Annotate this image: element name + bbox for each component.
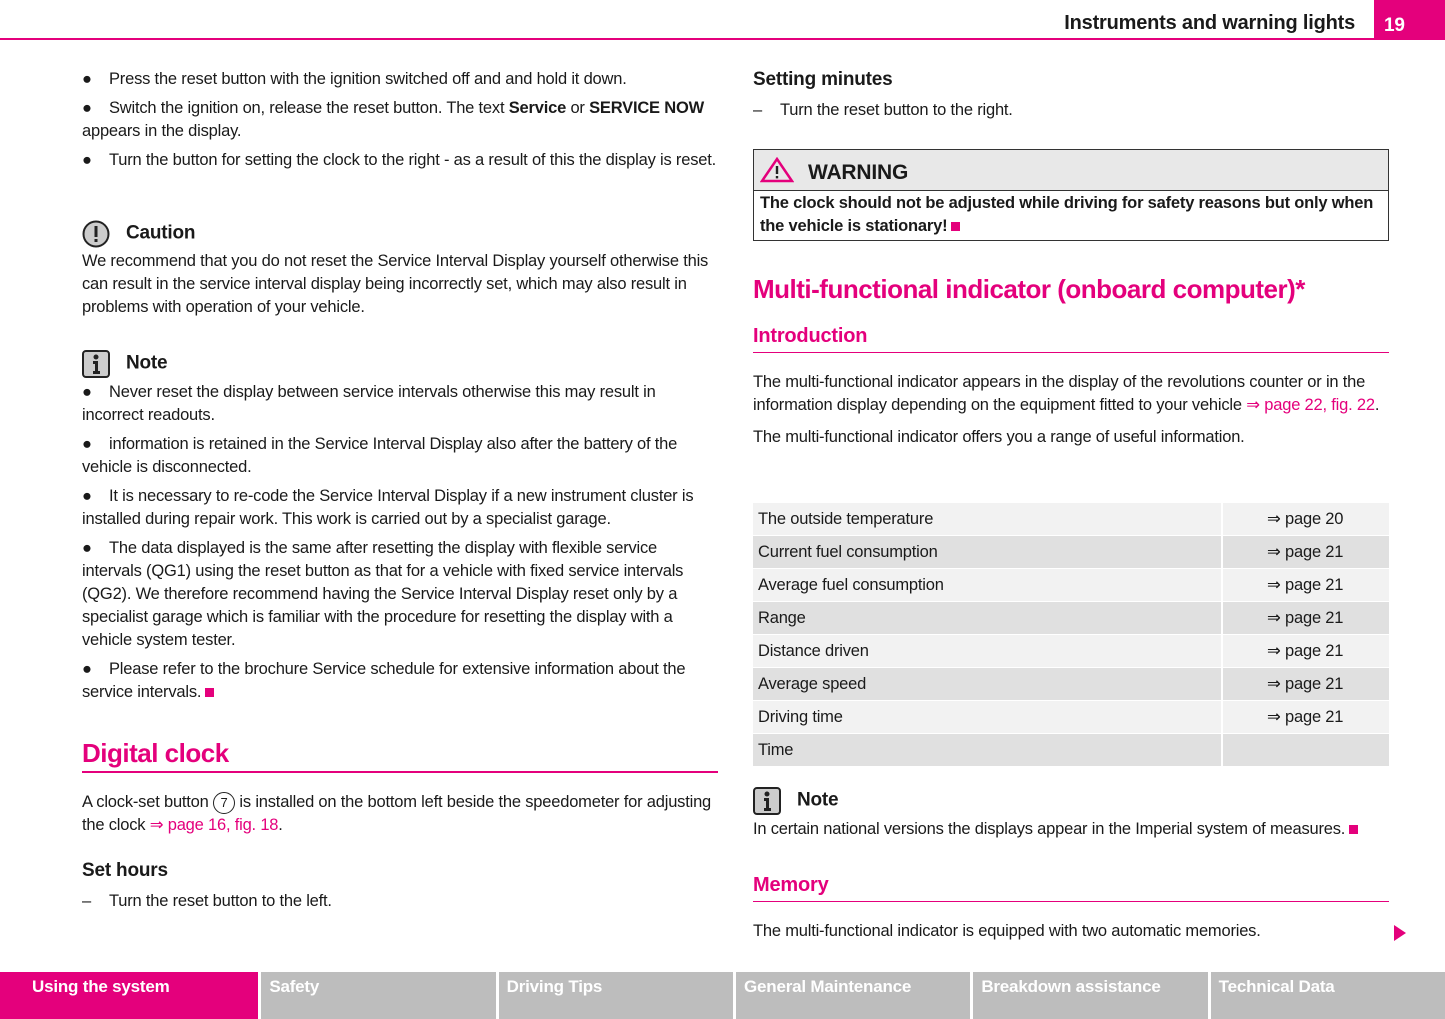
- bullet-text: information is retained in the Service Interval Display also after the battery of the vehicle is disconnected.: [82, 435, 678, 476]
- chapter-title: Instruments and warning lights: [1064, 12, 1355, 34]
- caution-title: Caution: [126, 222, 196, 244]
- display-text-service: Service: [508, 99, 567, 117]
- table-cell-item: Time: [753, 734, 1221, 767]
- left-column: [82, 68, 718, 178]
- list-item: ● It is necessary to re-code the Service Interval Display if a new instrument cluster is installed during repair work. This work is carried out by a specialist garage.: [82, 487, 694, 528]
- subsection-title: Set hours: [82, 860, 168, 881]
- bullet-text: Switch the ignition on, release the reset button. The text: [109, 99, 509, 117]
- info-icon: [82, 350, 110, 378]
- note-text: In certain national versions the displays appear in the Imperial system of measures.: [753, 820, 1346, 838]
- bullet-text: Press the reset button with the ignition switched off and and hold it down.: [109, 70, 627, 88]
- introduction-title: Introduction: [753, 325, 1389, 353]
- step: – Turn the reset button to the left.: [82, 892, 332, 910]
- tab-driving-tips[interactable]: Driving Tips: [499, 972, 733, 1019]
- paragraph: [753, 371, 1389, 417]
- caution-icon: [82, 220, 110, 248]
- step-text: Turn the reset button to the left.: [109, 892, 332, 910]
- table-cell-page-ref[interactable]: ⇒ page 20: [1221, 503, 1389, 536]
- list-item: ● Press the reset button with the ignition switched off and and hold it down.: [82, 70, 627, 88]
- setting-minutes: [753, 68, 1389, 122]
- callout-7: 7: [213, 792, 235, 814]
- table-cell-item: The outside temperature: [753, 503, 1221, 536]
- table-row: [753, 668, 1389, 701]
- paragraph: The multi-functional indicator offers you a range of useful information.: [753, 428, 1245, 446]
- list-item: ● information is retained in the Service Interval Display also after the battery of the vehicle is disconnected.: [82, 435, 678, 476]
- table-cell-item: Driving time: [753, 701, 1221, 734]
- list-item: ● The data displayed is the same after resetting the display with flexible service intervals (QG1) using the reset button as that for a vehicle with fixed service intervals (QG2). We therefore recommend having the Service Interval Display reset only by a specialist garage which is familiar with the procedure for resetting the display with a vehicle system tester.: [82, 539, 684, 649]
- note-title: Note: [126, 352, 168, 374]
- table-row: [753, 701, 1389, 734]
- list-item: ● Turn the button for setting the clock to the right - as a result of this the display is reset.: [82, 151, 716, 169]
- table-cell-page-ref[interactable]: ⇒ page 21: [1221, 536, 1389, 569]
- subsection-title: Setting minutes: [753, 69, 893, 90]
- paragraph: [82, 791, 718, 837]
- section-title: Multi-functional indicator (onboard computer)*: [753, 274, 1305, 304]
- table-cell-item: Current fuel consumption: [753, 536, 1221, 569]
- table-cell-page-ref[interactable]: [1221, 734, 1389, 767]
- table-cell-page-ref[interactable]: ⇒ page 21: [1221, 602, 1389, 635]
- footer-nav: [0, 972, 1445, 1019]
- warning-text: The clock should not be adjusted while driving for safety reasons but only when the vehicle is stationary!: [760, 194, 1374, 235]
- caution-text: We recommend that you do not reset the Service Interval Display yourself otherwise this can result in the service interval display being incorrectly set, which may also result in problems with operation of your vehicle.: [82, 252, 709, 316]
- table-row: [753, 503, 1389, 536]
- display-text-service-now: SERVICE NOW: [589, 99, 704, 117]
- table-row: [753, 536, 1389, 569]
- bullet-text: Never reset the display between service intervals otherwise this may result in incorrect readouts.: [82, 383, 656, 424]
- table-cell-page-ref[interactable]: ⇒ page 21: [1221, 635, 1389, 668]
- memory-title: Memory: [753, 874, 1389, 902]
- bullet-text: It is necessary to re-code the Service Interval Display if a new instrument cluster is installed during repair work. This work is carried out by a specialist garage.: [82, 487, 694, 528]
- table-cell-item: Distance driven: [753, 635, 1221, 668]
- digital-clock-section: [82, 738, 718, 913]
- table-cell-item: Average fuel consumption: [753, 569, 1221, 602]
- bullet-text: Please refer to the brochure Service schedule for extensive information about the service intervals.: [82, 660, 686, 701]
- bullet-text: Turn the button for setting the clock to the right - as a result of this the display is reset.: [109, 151, 716, 169]
- table-cell-page-ref[interactable]: ⇒ page 21: [1221, 701, 1389, 734]
- caution-box: [82, 220, 718, 319]
- end-marker: [951, 222, 960, 231]
- step-text: Turn the reset button to the right.: [780, 101, 1013, 119]
- table-cell-item: Average speed: [753, 668, 1221, 701]
- list-item: ● Switch the ignition on, release the reset button. The text Service or SERVICE NOW appears in the display.: [82, 99, 704, 140]
- table-cell-page-ref[interactable]: ⇒ page 21: [1221, 668, 1389, 701]
- info-icon: [753, 787, 781, 815]
- step: – Turn the reset button to the right.: [753, 101, 1013, 119]
- table-cell-item: Range: [753, 602, 1221, 635]
- next-page-arrow-icon[interactable]: [1394, 925, 1406, 941]
- bullet-text: appears in the display.: [82, 122, 242, 140]
- info-table: [753, 503, 1389, 767]
- table-row: [753, 602, 1389, 635]
- memory-section: [753, 874, 1389, 943]
- text: is installed on the bottom left beside the speedometer for adjusting the clock: [82, 793, 712, 834]
- text: .: [278, 816, 283, 834]
- paragraph: The multi-functional indicator is equipped with two automatic memories.: [753, 922, 1261, 940]
- mfi-section: [753, 274, 1389, 449]
- header-rule: [0, 38, 1445, 40]
- list-item: ● Please refer to the brochure Service schedule for extensive information about the service intervals.: [82, 660, 686, 701]
- list-item: ● Never reset the display between service intervals otherwise this may result in incorrect readouts.: [82, 383, 656, 424]
- note-box: [82, 350, 718, 710]
- warning-icon: [760, 157, 794, 183]
- end-marker: [205, 688, 214, 697]
- warning-box: [753, 149, 1389, 241]
- bullet-text: The data displayed is the same after resetting the display with flexible service intervals (QG1) using the reset button as that for a vehicle with fixed service intervals (QG2). We therefore recommend having the Service Interval Display reset only by a specialist garage which is familiar with the procedure for resetting the display with a vehicle system tester.: [82, 539, 684, 649]
- table-row: [753, 635, 1389, 668]
- tab-general-maintenance[interactable]: General Maintenance: [736, 972, 970, 1019]
- text: .: [1374, 396, 1380, 414]
- page-link[interactable]: ⇒ page 16, fig. 18: [149, 816, 279, 834]
- note-title: Note: [797, 789, 839, 811]
- end-marker: [1349, 825, 1358, 834]
- table-cell-page-ref[interactable]: ⇒ page 21: [1221, 569, 1389, 602]
- section-title: Digital clock: [82, 742, 718, 773]
- tab-breakdown-assistance[interactable]: Breakdown assistance: [973, 972, 1207, 1019]
- tab-safety[interactable]: Safety: [261, 972, 495, 1019]
- page-link[interactable]: ⇒ page 22, fig. 22: [1246, 396, 1375, 414]
- tab-using-the-system[interactable]: Using the system: [0, 972, 258, 1019]
- note-box-right: [753, 787, 1389, 841]
- text: A clock-set button: [82, 793, 214, 811]
- warning-title: WARNING: [808, 161, 909, 184]
- page-number: 19: [1374, 0, 1445, 40]
- table-row: [753, 734, 1389, 767]
- bullet-text: or: [566, 99, 590, 117]
- table-row: [753, 569, 1389, 602]
- text: The multi-functional indicator appears in the display of the revolutions counter or in the information display depending on the equipment fitted to your vehicle: [753, 373, 1366, 414]
- tab-technical-data[interactable]: Technical Data: [1211, 972, 1445, 1019]
